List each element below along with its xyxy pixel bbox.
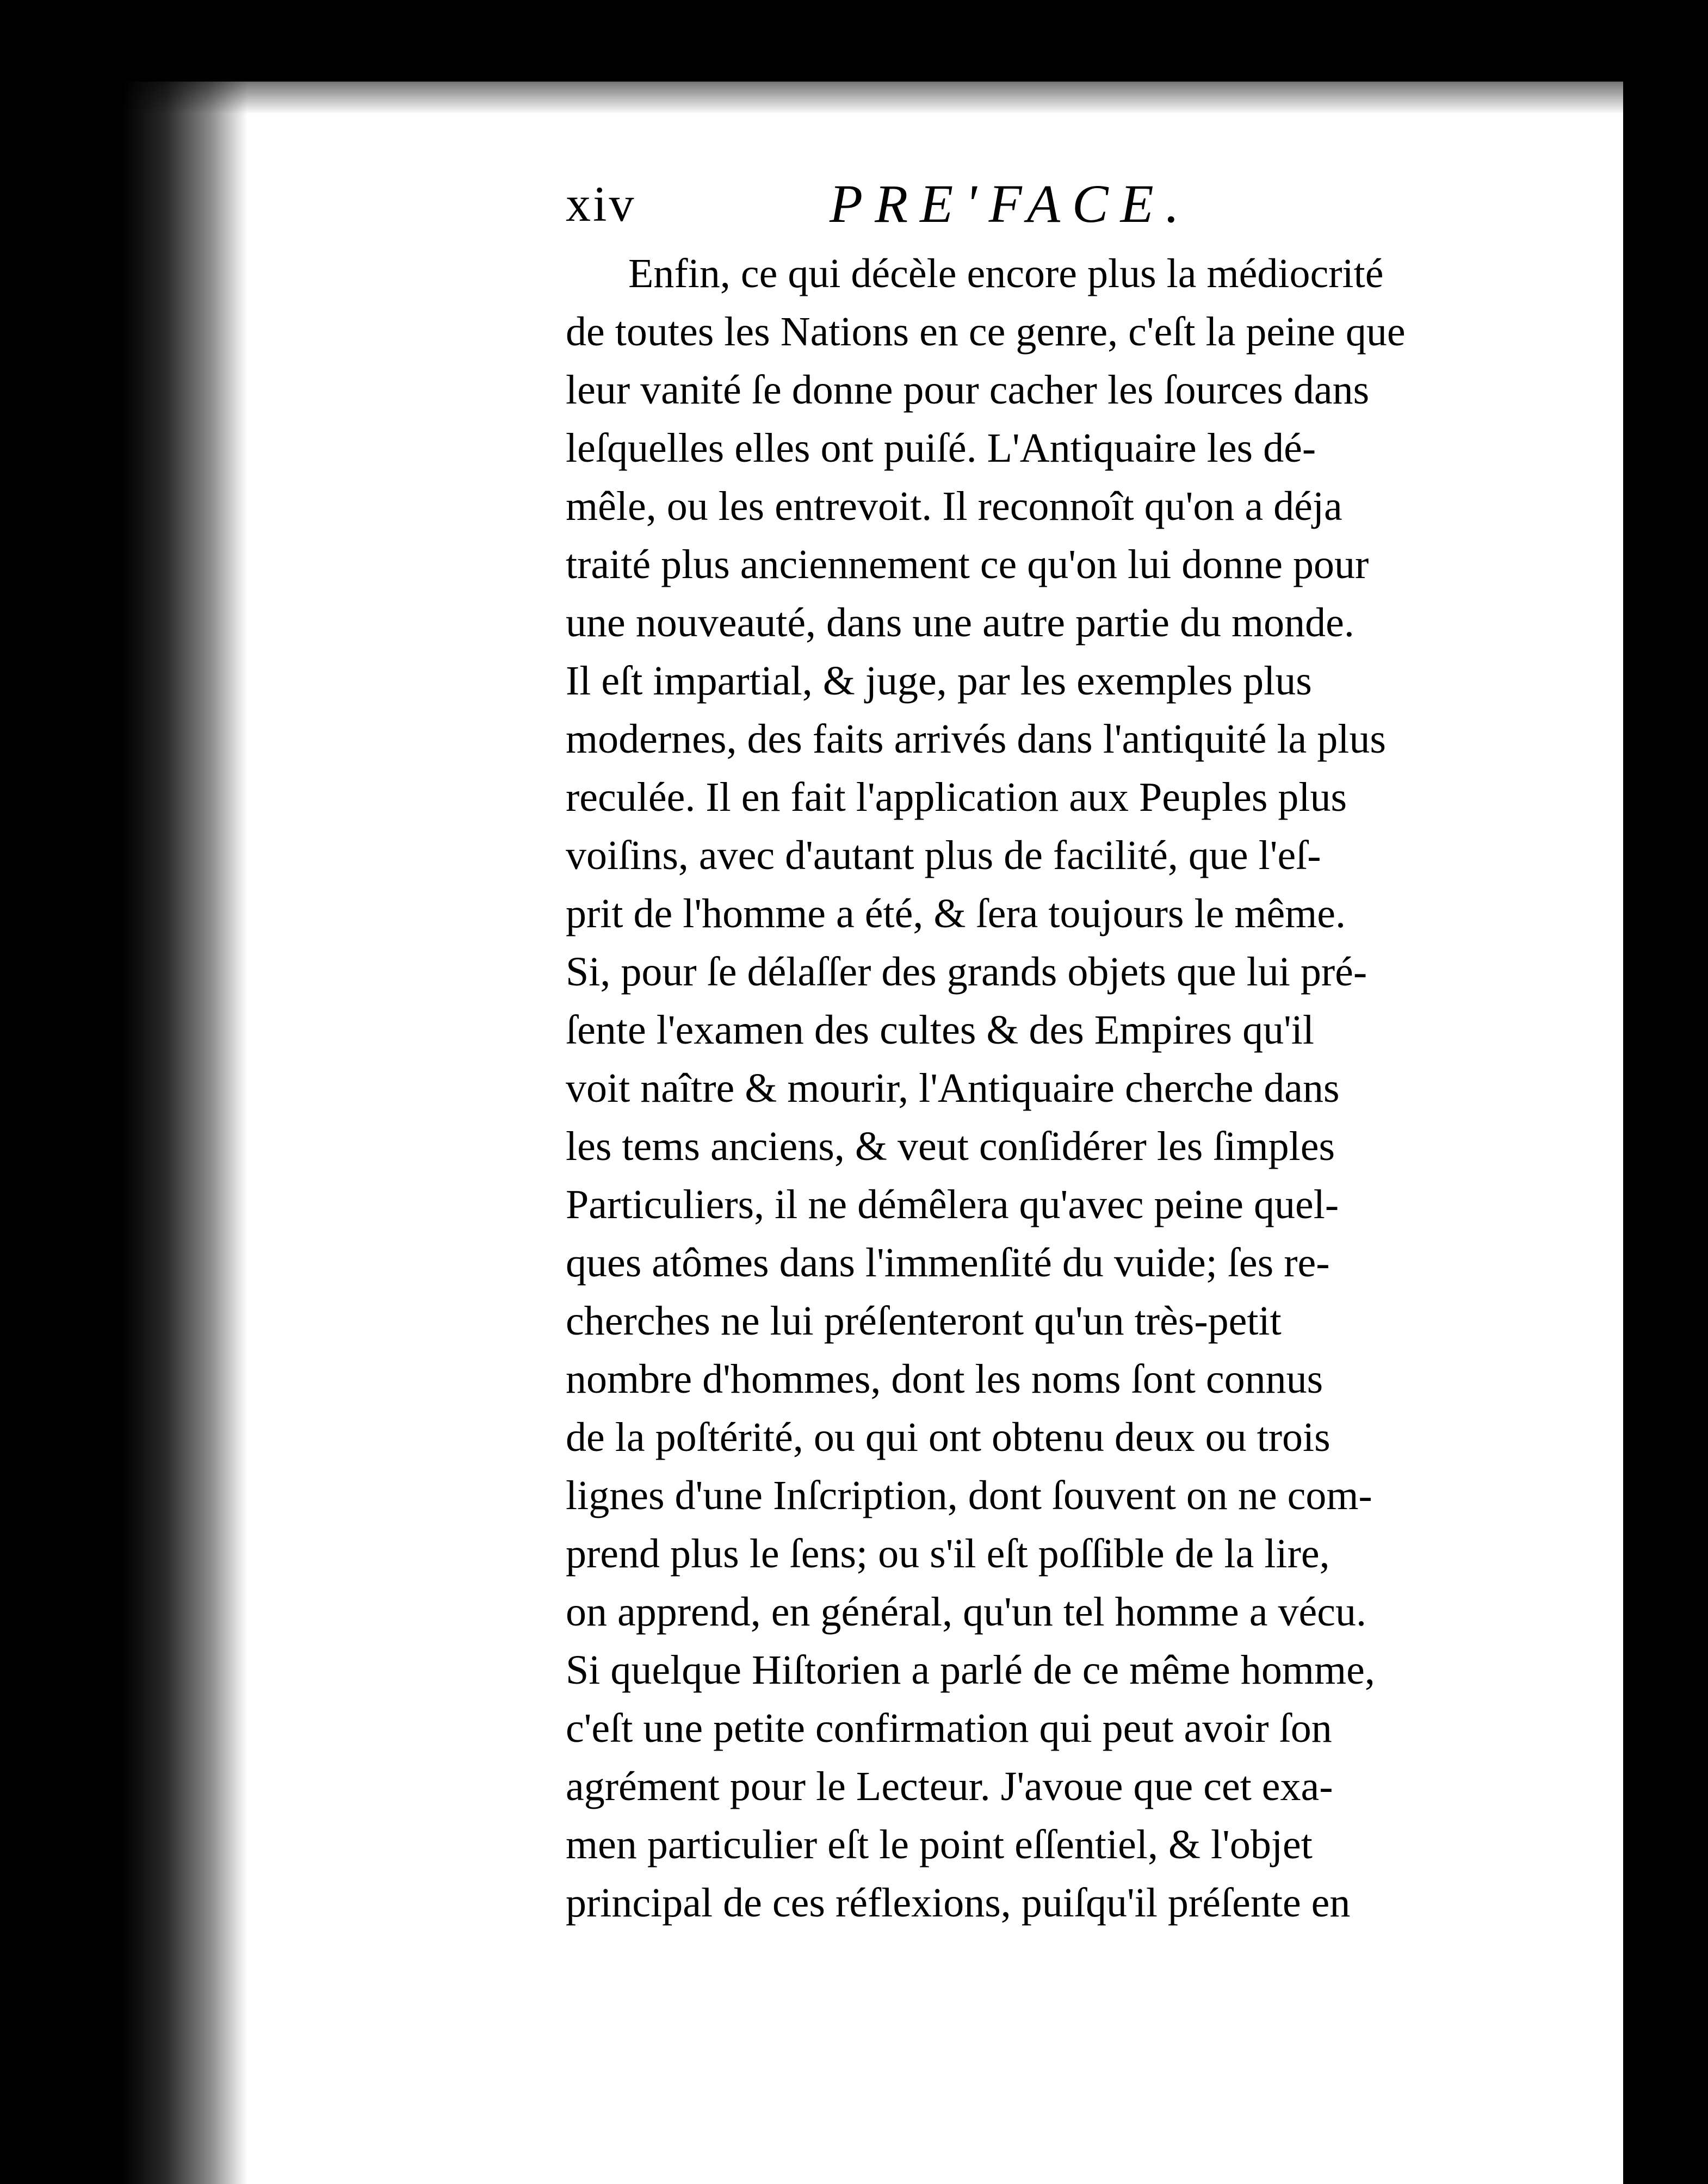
text-line: reculée. Il en fait l'application aux Peuples plus — [566, 774, 1347, 820]
text-line: ques atômes dans l'immenſité du vuide; ſes re- — [566, 1240, 1330, 1286]
text-line: voiſins, avec d'autant plus de facilité, que l'eſ- — [566, 833, 1321, 878]
text-line: les tems anciens, & veut conſidérer les ſimples — [566, 1124, 1335, 1169]
text-line: Si, pour ſe délaſſer des grands objets que lui pré- — [566, 949, 1367, 995]
text-line: lignes d'une Inſcription, dont ſouvent on ne com- — [566, 1473, 1372, 1518]
text-line: voit naître & mourir, l'Antiquaire cherche dans — [566, 1065, 1340, 1111]
text-line: Enfin, ce qui décèle encore plus la médiocrité — [628, 251, 1384, 296]
gutter-shadow — [122, 82, 247, 2184]
text-line: principal de ces réflexions, puiſqu'il préſente en — [566, 1880, 1351, 1926]
text-line: c'eſt une petite confirmation qui peut avoir ſon — [566, 1705, 1332, 1751]
running-head: PRE'FACE. — [830, 173, 1191, 234]
text-line: ſente l'examen des cultes & des Empires qu'il — [566, 1007, 1315, 1053]
text-line: cherches ne lui préſenteront qu'un très-petit — [566, 1298, 1282, 1344]
body-text — [566, 245, 1436, 1932]
text-line: de toutes les Nations en ce genre, c'eſt la peine que — [566, 309, 1406, 355]
text-line: Il eſt impartial, & juge, par les exemples plus — [566, 658, 1312, 704]
text-line: leur vanité ſe donne pour cacher les ſources dans — [566, 367, 1370, 413]
text-line: de la poſtérité, ou qui ont obtenu deux ou trois — [566, 1414, 1330, 1460]
text-line: Particuliers, il ne démêlera qu'avec peine quel- — [566, 1182, 1339, 1227]
text-line: modernes, des faits arrivés dans l'antiquité la plus — [566, 716, 1386, 762]
text-line: agrément pour le Lecteur. J'avoue que cet exa- — [566, 1764, 1333, 1809]
page-number: xiv — [566, 176, 636, 232]
page-header — [566, 163, 1346, 245]
text-line: leſquelles elles ont puiſé. L'Antiquaire les dé- — [566, 425, 1316, 471]
text-line: men particulier eſt le point eſſentiel, & l'objet — [566, 1822, 1313, 1867]
text-line: prit de l'homme a été, & ſera toujours le même. — [566, 891, 1346, 936]
right-page-edge — [1623, 82, 1638, 2184]
top-edge-shadow — [122, 82, 1638, 114]
text-line: prend plus le ſens; ou s'il eſt poſſible de la lire, — [566, 1531, 1330, 1577]
text-line: mêle, ou les entrevoit. Il reconnoît qu'on a déja — [566, 483, 1342, 529]
text-line: on apprend, en général, qu'un tel homme a vécu. — [566, 1589, 1366, 1635]
text-line: nombre d'hommes, dont les noms ſont connus — [566, 1356, 1323, 1402]
text-line: une nouveauté, dans une autre partie du monde. — [566, 600, 1354, 646]
text-line: Si quelque Hiſtorien a parlé de ce même homme, — [566, 1647, 1375, 1693]
text-line: traité plus anciennement ce qu'on lui donne pour — [566, 542, 1369, 587]
